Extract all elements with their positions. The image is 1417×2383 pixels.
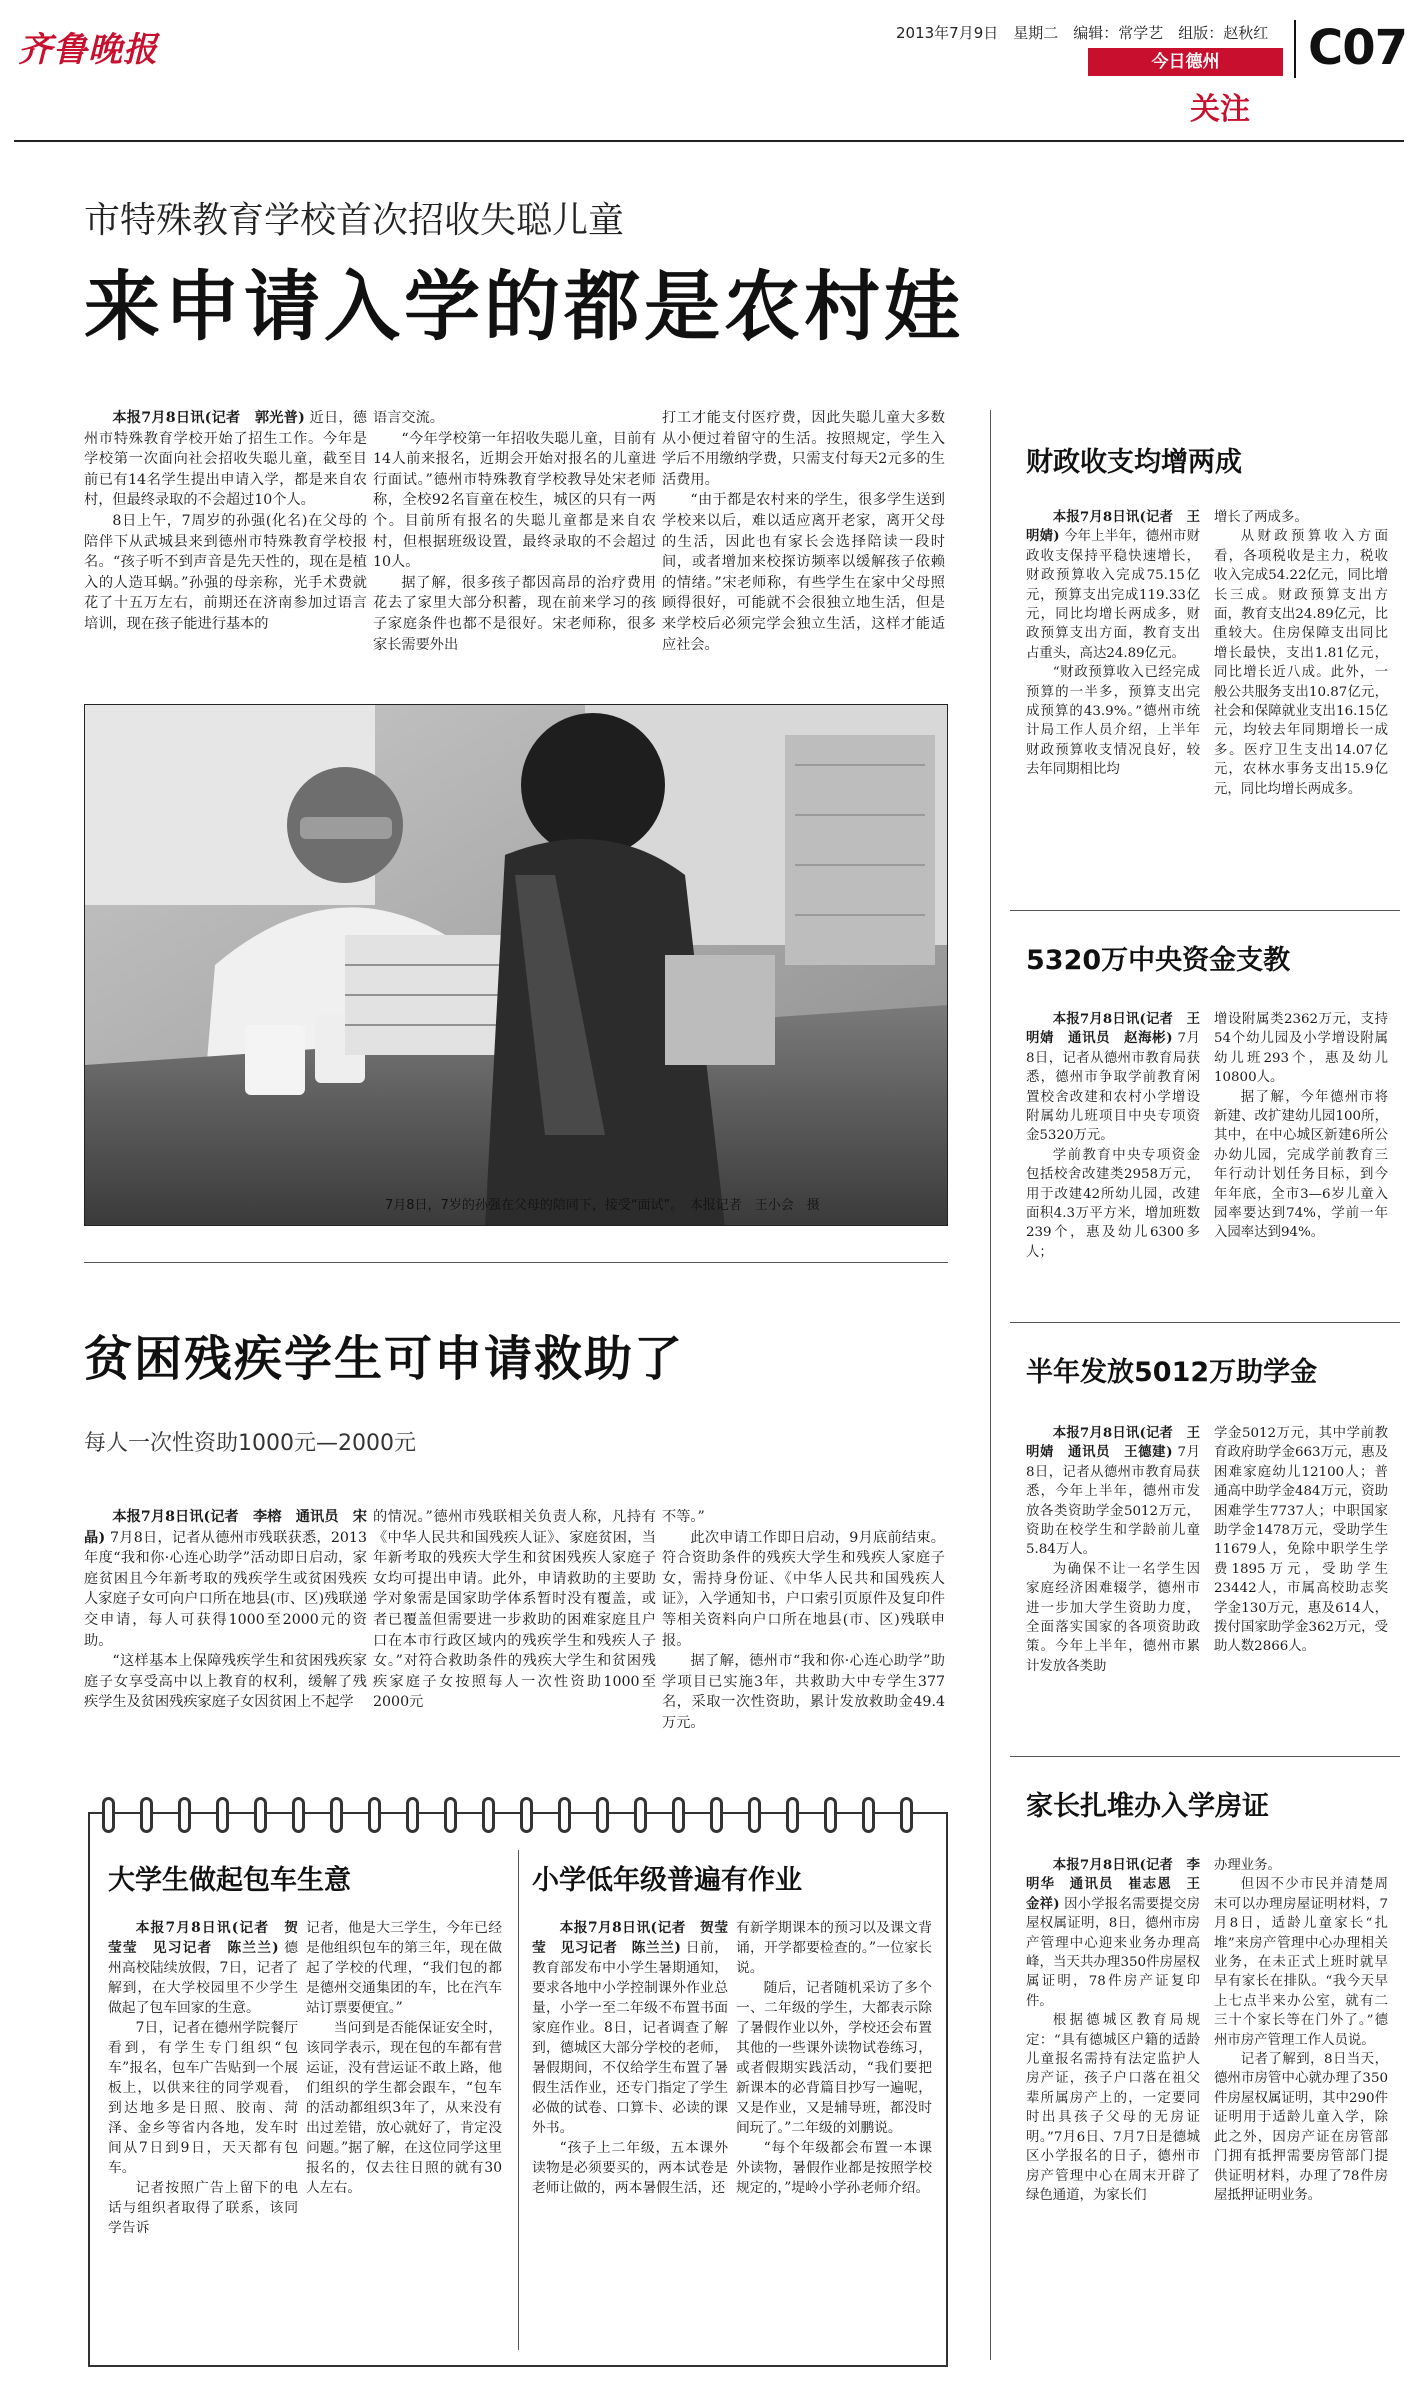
notebook-ring-icon (140, 1797, 153, 1833)
notebook-ring-icon (748, 1797, 761, 1833)
sidebar-1-byline: 本报7月8日讯(记者 王明婧) (1026, 509, 1200, 545)
notebook-ring-icon (634, 1797, 647, 1833)
notebook-ring-icon (520, 1797, 533, 1833)
sidebar-1-title: 财政收支均增两成 (1026, 447, 1242, 478)
page-number: C07 (1308, 20, 1408, 76)
sidebar-2-col-b (1214, 1010, 1388, 1320)
notebook-ring-icon (216, 1797, 229, 1833)
notebook-left-byline: 本报7月8日讯(记者 贺莹莹 见习记者 陈兰兰) (108, 1920, 298, 1956)
sidebar-2-para-4: 据了解，今年德州市将新建、改扩建幼儿园100所，其中，在中心城区新建6所公办幼儿园，完成学前教育三年行动计划任务目标，到今年年底，全市3—6岁儿童入园率要达到74%，学前一年入园率达到94%。 (1214, 1089, 1388, 1241)
lead-byline: 本报7月8日讯(记者 郭光普) (112, 410, 305, 426)
second-col-2 (373, 1507, 656, 1763)
sidebar-4-col-b (1214, 1856, 1388, 2356)
sidebar-2-para-3: 增设附属类2362万元，支持54个幼儿园及小学增设附属幼儿班293个，惠及幼儿10800人。 (1214, 1012, 1388, 1086)
notebook-ring-icon (406, 1797, 419, 1833)
notebook-ring-icon (178, 1797, 191, 1833)
lead-para-1: 本报7月8日讯(记者 郭光普) 近日，德州市特殊教育学校开始了招生工作。今年是学校第一次面向社会招收失聪儿童，截至目前已有14名学生提出申请入学，都是来自农村，但最终录取的不会超过10个人。 (84, 410, 367, 509)
second-para-4: 不等。” (662, 1509, 705, 1525)
column-name: 关注 (1190, 92, 1250, 127)
notebook-left-para-1: 本报7月8日讯(记者 贺莹莹 见习记者 陈兰兰) 德州高校陆续放假，7日，记者了解到，在大学校园里不少学生做起了包车回家的生意。 (108, 1920, 298, 2016)
lead-col-1 (84, 408, 367, 690)
second-para-5: 此次申请工作即日启动，9月底前结束。符合资助条件的残疾大学生和残疾人家庭子女，需持身份证、《中华人民共和国残疾人证》，入学通知书，户口索引页原件及复印件等相关资料向户口所在地县(市、区)残联申报。 (662, 1529, 945, 1649)
notebook-ring-icon (558, 1797, 571, 1833)
lead-kicker: 市特殊教育学校首次招收失聪儿童 (84, 200, 625, 241)
sidebar-1-para-4: 从财政预算收入方面看，各项税收是主力，税收收入完成54.22亿元，同比增长三成。财政预算支出方面，教育支出24.89亿元，比重较大。住房保障支出同比增长最快，支出1.81亿元，同比增长近八成。此外，一般公共服务支出10.87亿元，社会和保障就业支出16.15亿元，均较去年同期增长一成多。医疗卫生支出14.07亿元，农林水事务支出15.9亿元，同比均增长两成多。 (1214, 529, 1388, 797)
notebook-left-col-a (108, 1918, 298, 2348)
lead-col-3 (662, 408, 945, 690)
masthead-rule (14, 140, 1404, 142)
sidebar-4-para-3: 办理业务。 (1214, 1858, 1281, 1873)
sidebar-4-para-1: 本报7月8日讯(记者 李明华 通讯员 崔志恩 王金祥) 因小学报名需要提交房屋权属证明，8日，德州市房产管理中心迎来业务办理高峰，当天共办理350件房屋权属证明，78件房产证复印件。 (1026, 1857, 1200, 2009)
sidebar-2-para-1: 本报7月8日讯(记者 王明婧 通讯员 赵海彬) 7月8日，记者从德州市教育局获悉，德州市争取学前教育闲置校舍改建和农村小学增设附属幼儿班项目中央专项资金5320万元。 (1026, 1011, 1200, 1144)
lead-col-2 (373, 408, 656, 690)
sidebar-4-para-5: 记者了解到，8日当天，德州市房管中心就办理了350件房屋权属证明，其中290件证明用于适龄儿童入学，除此之外，因房产证在房管部门拥有抵押需要房管部门提供证明材料，办理了78件房屋抵押证明业务。 (1214, 2052, 1388, 2203)
notebook-ring-icon (900, 1797, 913, 1833)
notebook-right-title: 小学低年级普遍有作业 (532, 1865, 802, 1896)
sidebar-rule-3 (1010, 1756, 1400, 1757)
lead-headline: 来申请入学的都是农村娃 (84, 262, 964, 351)
second-col-1 (84, 1507, 367, 1763)
sidebar-divider (990, 410, 991, 2360)
sidebar-2-para-2: 学前教育中央专项资金包括校舍改建类2958万元，用于改建42所幼儿园，改建面积4.3万平方米，增加班数239个，惠及幼儿6300多人； (1026, 1147, 1200, 1260)
sidebar-4-byline: 本报7月8日讯(记者 李明华 通讯员 崔志恩 王金祥) (1026, 1857, 1200, 1912)
notebook-right-para-3: 有新学期课本的预习以及课文背诵，开学都要检查的。”一位家长说。 (736, 1920, 932, 1976)
sidebar-2-col-a (1026, 1010, 1200, 1320)
notebook-ring-icon (710, 1797, 723, 1833)
sidebar-3-para-2: 为确保不让一名学生因家庭经济困难辍学，德州市进一步加大学生资助力度，全面落实国家的各项资助政策。今年上半年，德州市累计发放各类助 (1026, 1561, 1200, 1674)
second-subhead: 每人一次性资助1000元—2000元 (84, 1431, 416, 1456)
sidebar-1-para-1: 本报7月8日讯(记者 王明婧) 今年上半年，德州市财政收支保持平稳快速增长，财政预算收入完成75.15亿元，预算支出完成119.33亿元，同比均增长两成多，财政预算支出方面，教育支出占重头，高达24.89亿元。 (1026, 509, 1200, 661)
second-byline: 本报7月8日讯(记者 李榕 通讯员 宋晶) (84, 1509, 367, 1546)
second-headline: 贫困残疾学生可申请救助了 (84, 1331, 685, 1387)
notebook-ring-icon (596, 1797, 609, 1833)
sidebar-3-para-1: 本报7月8日讯(记者 王明婧 通讯员 王德建) 7月8日，记者从德州市教育局获悉，今年上半年，德州市发放各类资助学金5012万元，资助在校学生和学龄前儿童5.84万人。 (1026, 1425, 1200, 1558)
notebook-ring-icon (786, 1797, 799, 1833)
sidebar-3-byline: 本报7月8日讯(记者 王明婧 通讯员 王德建) (1026, 1425, 1200, 1461)
notebook-ring-icon (292, 1797, 305, 1833)
sidebar-3-col-a (1026, 1424, 1200, 1754)
sidebar-1-para-2: “财政预算收入已经完成预算的一半多，预算支出完成预算的43.9%。”德州市统计局工作人员介绍，上半年财政预算收支情况良好，较去年同期相比均 (1026, 665, 1200, 778)
section-badge (1088, 48, 1283, 76)
sidebar-3-title: 半年发放5012万助学金 (1026, 1357, 1318, 1388)
notebook-ring-icon (672, 1797, 685, 1833)
photo-caption: 7月8日，7岁的孙强在父母的陪同下，接受“面试”。 本报记者 王小会 摄 (385, 1198, 820, 1213)
notebook-right-para-5: “每个年级都会布置一本课外读物，暑假作业都是按照学校规定的，”堤岭小学孙老师介绍。 (736, 2140, 932, 2196)
sidebar-4-para-2: 根据德城区教育局规定：“具有德城区户籍的适龄儿童报名需持有法定监护人房产证，孩子户口落在祖父辈所属房产上的，一定要同时出具孩子父母的无房证明。”7月6日、7月7日是德城区小学报名的日子，德州市房产管理中心在周末开辟了绿色通道，为家长们 (1026, 2013, 1200, 2203)
sidebar-4-col-a (1026, 1856, 1200, 2356)
second-top-rule (84, 1262, 948, 1263)
sidebar-2-byline: 本报7月8日讯(记者 王明婧 通讯员 赵海彬) (1026, 1011, 1200, 1047)
masthead (0, 0, 1417, 140)
lead-photo (84, 704, 948, 1226)
notebook-divider (518, 1850, 519, 2350)
second-para-2: “这样基本上保障残疾学生和贫困残疾家庭子女享受高中以上教育的权利，缓解了残疾学生及贫困残疾家庭子女因贫困上不起学 (84, 1653, 367, 1711)
notebook-left-para-4: 记者，他是大三学生，今年已经是他组织包车的第三年，现在做起了学校的代理，“我们包的都是德州交通集团的车，比在汽车站订票要便宜。” (306, 1920, 502, 2016)
notebook-ring-icon (444, 1797, 457, 1833)
sidebar-1-para-3: 增长了两成多。 (1214, 510, 1308, 525)
notebook-right-para-2: “孩子上二年级，五本课外读物是必须要买的，两本试卷是老师让做的，两本暑假生活，还 (532, 2140, 728, 2196)
paper-logo: 齐鲁晚报 (18, 30, 158, 70)
notebook-left-para-3: 记者按照广告上留下的电话与组织者取得了联系，该同学告诉 (108, 2180, 298, 2236)
lead-para-3: 语言交流。 (373, 410, 444, 426)
lead-para-2: 8日上午，7周岁的孙强(化名)在父母的陪伴下从武城县来到德州市特殊教育学校报名。“孩子听不到声音是先天性的，现在是植入的人造耳蜗。”孙强的母亲称，光手术费就花了十五万左右，前期还在济南参加过语言培训，现在孩子能进行基本的 (84, 512, 367, 632)
notebook-ring-icon (102, 1797, 115, 1833)
notebook-ring-icon (330, 1797, 343, 1833)
second-col-3 (662, 1507, 945, 1763)
second-para-6: 据了解，德州市“我和你·心连心助学”助学项目已实施3年，共救助大中专学生377名，采取一次性资助，累计发放救助金49.4万元。 (662, 1653, 945, 1731)
section-name: 今日德州 (1151, 52, 1220, 72)
second-para-1: 本报7月8日讯(记者 李榕 通讯员 宋晶) 7月8日，记者从德州市残联获悉，2013年度“我和你·心连心助学”活动即日启动，家庭贫困且今年新考取的残疾学生或贫困残疾人家庭子女可向户口所在地县(市、区)残联递交申请，每人可获得1000至2000元的资助。 (84, 1509, 367, 1649)
notebook-ring-icon (368, 1797, 381, 1833)
lead-para-7: “由于都是农村来的学生，很多学生送到学校来以后，难以适应离开老家，离开父母的生活，因此也有家长会选择陪读一段时间，或者增加来校探访频率以缓解孩子依赖的情绪。”宋老师称，有些学生在家中父母照顾得很好，可能就不会很独立地生活，但是来学校后必须完学会独立生活，这样才能适应社会。 (662, 492, 945, 653)
sidebar-4-title: 家长扎堆办入学房证 (1026, 1791, 1269, 1822)
notebook-ring-icon (862, 1797, 875, 1833)
date-line: 2013年7月9日 星期二 编辑：常学艺 组版：赵秋红 (896, 24, 1269, 42)
notebook-left-para-5: 当问到是否能保证安全时，该同学表示，现在包的车都有营运证，没有营运证不敢上路，他们组织的学生都会跟车，“包车的活动都组织3年了，从来没有出过差错，放心就好了，肯定没问题。”据了解，在这位同学这里报名的，仅去往日照的就有30人左右。 (306, 2020, 502, 2196)
notebook-right-col-a (532, 1918, 728, 2348)
notebook-ring-icon (254, 1797, 267, 1833)
masthead-divider (1294, 20, 1296, 78)
sidebar-1-col-b (1214, 508, 1388, 903)
notebook-left-title: 大学生做起包车生意 (108, 1865, 351, 1896)
notebook-right-para-1: 本报7月8日讯(记者 贺莹莹 见习记者 陈兰兰) 日前，教育部发布中小学生暑期通知，要求各地中小学控制课外作业总量，小学一至二年级不布置书面家庭作业。8日，记者调查了解到，德城区大部分学校的老师，暑假期间，不仅给学生布置了暑假生活作业，还专门指定了学生必做的试卷、口算卡、必读的课外书。 (532, 1920, 728, 2136)
notebook-left-para-2: 7日，记者在德州学院餐厅看到，有学生专门组织“包车”报名，包车广告贴到一个展板上，以供来往的同学观看，到达地多是日照、胶南、菏泽、金乡等省内各地，发车时间从7日到9日，天天都有包车。 (108, 2020, 298, 2176)
notebook-ring-icon (824, 1797, 837, 1833)
sidebar-3-para-3: 学金5012万元，其中学前教育政府助学金663万元，惠及困难家庭幼儿12100人；普通高中助学金484万元，资助困难学生7737人；中职国家助学金1478万元，受助学生11679人，免除中职学生学费1895万元，受助学生23442人，市属高校助志奖学金130万元，惠及614人，拨付国家助学金362万元，受助人数2866人。 (1214, 1426, 1388, 1655)
second-para-3: 的情况。”德州市残联相关负责人称，凡持有《中华人民共和国残疾人证》、家庭贫困，当年新考取的残疾大学生和贫困残疾人家庭子女均可提出申请。此外，申请救助的主要助学对象需是国家助学体系暂时没有覆盖，或者已覆盖但需要进一步救助的困难家庭且户口在本市行政区域内的残疾学生和残疾人子女。”对符合救助条件的残疾大学生和贫困残疾家庭子女按照每人一次性资助1000至2000元 (373, 1509, 656, 1711)
notebook-right-para-4: 随后，记者随机采访了多个一、二年级的学生，大都表示除了暑假作业以外，学校还会布置其他的一些课外读物试卷练习，或者假期实践活动，“我们要把新课本的必背篇目抄写一遍呢，又是作业，又是辅导班，都没时间玩了。”二年级的刘鹏说。 (736, 1980, 932, 2136)
notebook-right-byline: 本报7月8日讯(记者 贺莹莹 见习记者 陈兰兰) (532, 1920, 728, 1956)
lead-para-5: 据了解，很多孩子都因高昂的治疗费用花去了家里大部分积蓄，现在前来学习的孩子家庭条件也都不是很好。宋老师称，很多家长需要外出 (373, 574, 656, 653)
sidebar-rule-2 (1010, 1322, 1400, 1323)
lead-photo-svg (85, 705, 948, 1226)
sidebar-rule-1 (1010, 910, 1400, 911)
notebook-left-col-b (306, 1918, 502, 2348)
sidebar-4-para-4: 但因不少市民并清楚周末可以办理房屋证明材料，7月8日，适龄儿童家长“扎堆”来房产管理中心办理相关业务，在未正式上班时就早早有家长在排队。“我今天早上七点半来办公室，就有二三十个家长等在门外了。”德州市房产管理工作人员说。 (1214, 1877, 1388, 2048)
lead-para-6: 打工才能支付医疗费，因此失聪儿童大多数从小便过着留守的生活。按照规定，学生入学后不用缴纳学费，只需支付每天2元多的生活费用。 (662, 410, 945, 488)
notebook-right-col-b (736, 1918, 932, 2348)
notebook-rings (0, 0, 1, 1)
sidebar-1-col-a (1026, 508, 1200, 903)
notebook-ring-icon (482, 1797, 495, 1833)
sidebar-2-title: 5320万中央资金支教 (1026, 945, 1291, 976)
sidebar-3-col-b (1214, 1424, 1388, 1754)
lead-para-4: “今年学校第一年招收失聪儿童，目前有14人前来报名，近期会开始对报名的儿童进行面试。”德州市特殊教育学校教导处宋老师称，全校92名盲童在校生，城区的只有一两个。目前所有报名的失聪儿童都是来自农村，但根据班级设置，最终录取的不会超过10人。 (373, 430, 656, 571)
